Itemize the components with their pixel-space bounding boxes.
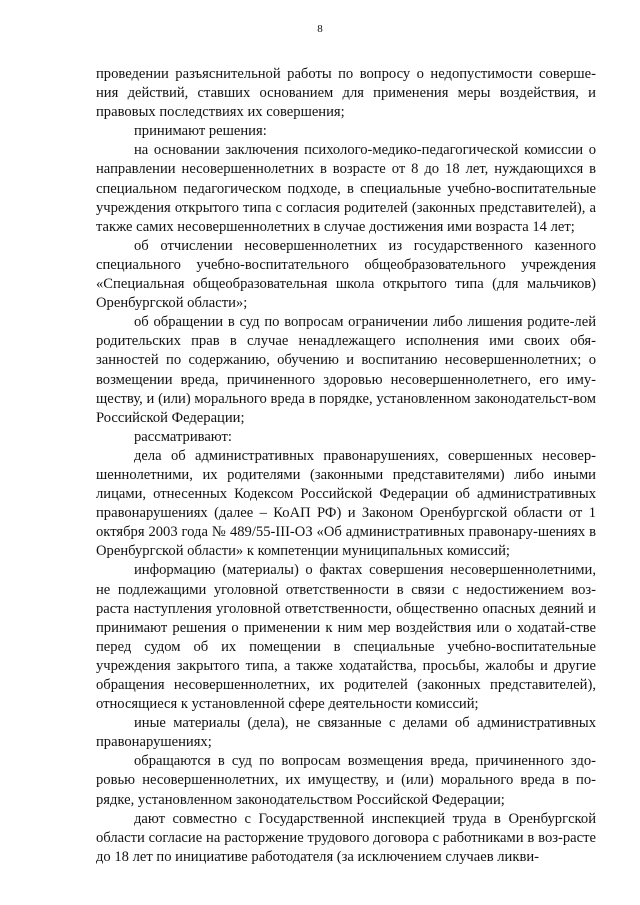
paragraph-administrative-cases: дела об административных правонарушениях, совершенных несовер-шеннолетними, их родителями (законными представителями) либо иными лицами, отнесенных Кодексом Российской Федерации об административных правонарушениях (далее – КоАП РФ) и Законом Оренбургской области от 1 октября 2003 года № 489/55-III-ОЗ «Об административных правонару-шениях в Оренбургской области» к компетенции муниципальных комиссий;	[96, 447, 596, 560]
paragraph-court-parental-rights: об обращении в суд по вопросам ограничении либо лишения родите-лей родительских прав в случае ненадлежащего исполнения ими своих обя-занностей по содержанию, обучению и воспитанию несовершеннолетних; о возмещении вреда, причиненного здоровью несовершеннолетнего, его иму-ществу, и (или) морального вреда в порядке, установленном законодательст-вом Российской Федерации;	[96, 314, 596, 426]
paragraph-court-damages: обращаются в суд по вопросам возмещения вреда, причиненного здо-ровью несовершеннолетних, их имуществу, и (или) морального вреда в по-рядке, установленном законодательством Российской Федерации;	[96, 753, 596, 808]
document-body	[96, 65, 596, 867]
paragraph-information-materials: информацию (материалы) о фактах совершения несовершеннолетними, не подлежащими уголовной ответственности в связи с недостижением воз-раста наступления уголовной ответственности, общественно опасных деяний и принимают решения о применении к ним мер воздействия или о ходатай-стве перед судом об их помещении в специальные учебно-воспитательные учреждения закрытого типа, а также ходатайства, просьбы, жалобы и другие обращения несовершеннолетних, их родителей (законных представителей), относящиеся к установленной сфере деятельности комиссий;	[96, 562, 596, 713]
paragraph-labor-inspection: дают совместно с Государственной инспекцией труда в Оренбургской области согласие на расторжение трудового договора с работниками в воз-расте до 18 лет по инициативе работодателя (за исключением случаев ликви-	[96, 810, 596, 865]
paragraph-other-materials: иные материалы (дела), не связанные с делами об административных правонарушениях;	[96, 715, 596, 751]
paragraph-continuation: проведении разъяснительной работы по вопросу о недопустимости соверше-ния действий, ставших основанием для применения меры воздействия, и правовых последствиях их совершения;	[96, 66, 596, 121]
paragraph-expulsion: об отчислении несовершеннолетних из государственного казенного специального учебно-воспитательного общеобразовательного учреждения «Специальная общеобразовательная школа открытого типа (для мальчиков) Оренбургской области»;	[96, 237, 596, 312]
page-number: 8	[317, 23, 323, 35]
paragraph-commission-conclusion: на основании заключения психолого-медико-педагогической комиссии о направлении несовершеннолетних в возрасте от 8 до 18 лет, нуждающихся в специальном педагогическом подходе, в специальные учебно-воспитательные учреждения открытого типа с согласия родителей (законных представителей), а также самих несовершеннолетних в случае достижения ими возраста 14 лет;	[96, 142, 596, 235]
paragraph-review-heading: рассматривают:	[134, 428, 232, 445]
paragraph-decisions-heading: принимают решения:	[134, 123, 267, 140]
